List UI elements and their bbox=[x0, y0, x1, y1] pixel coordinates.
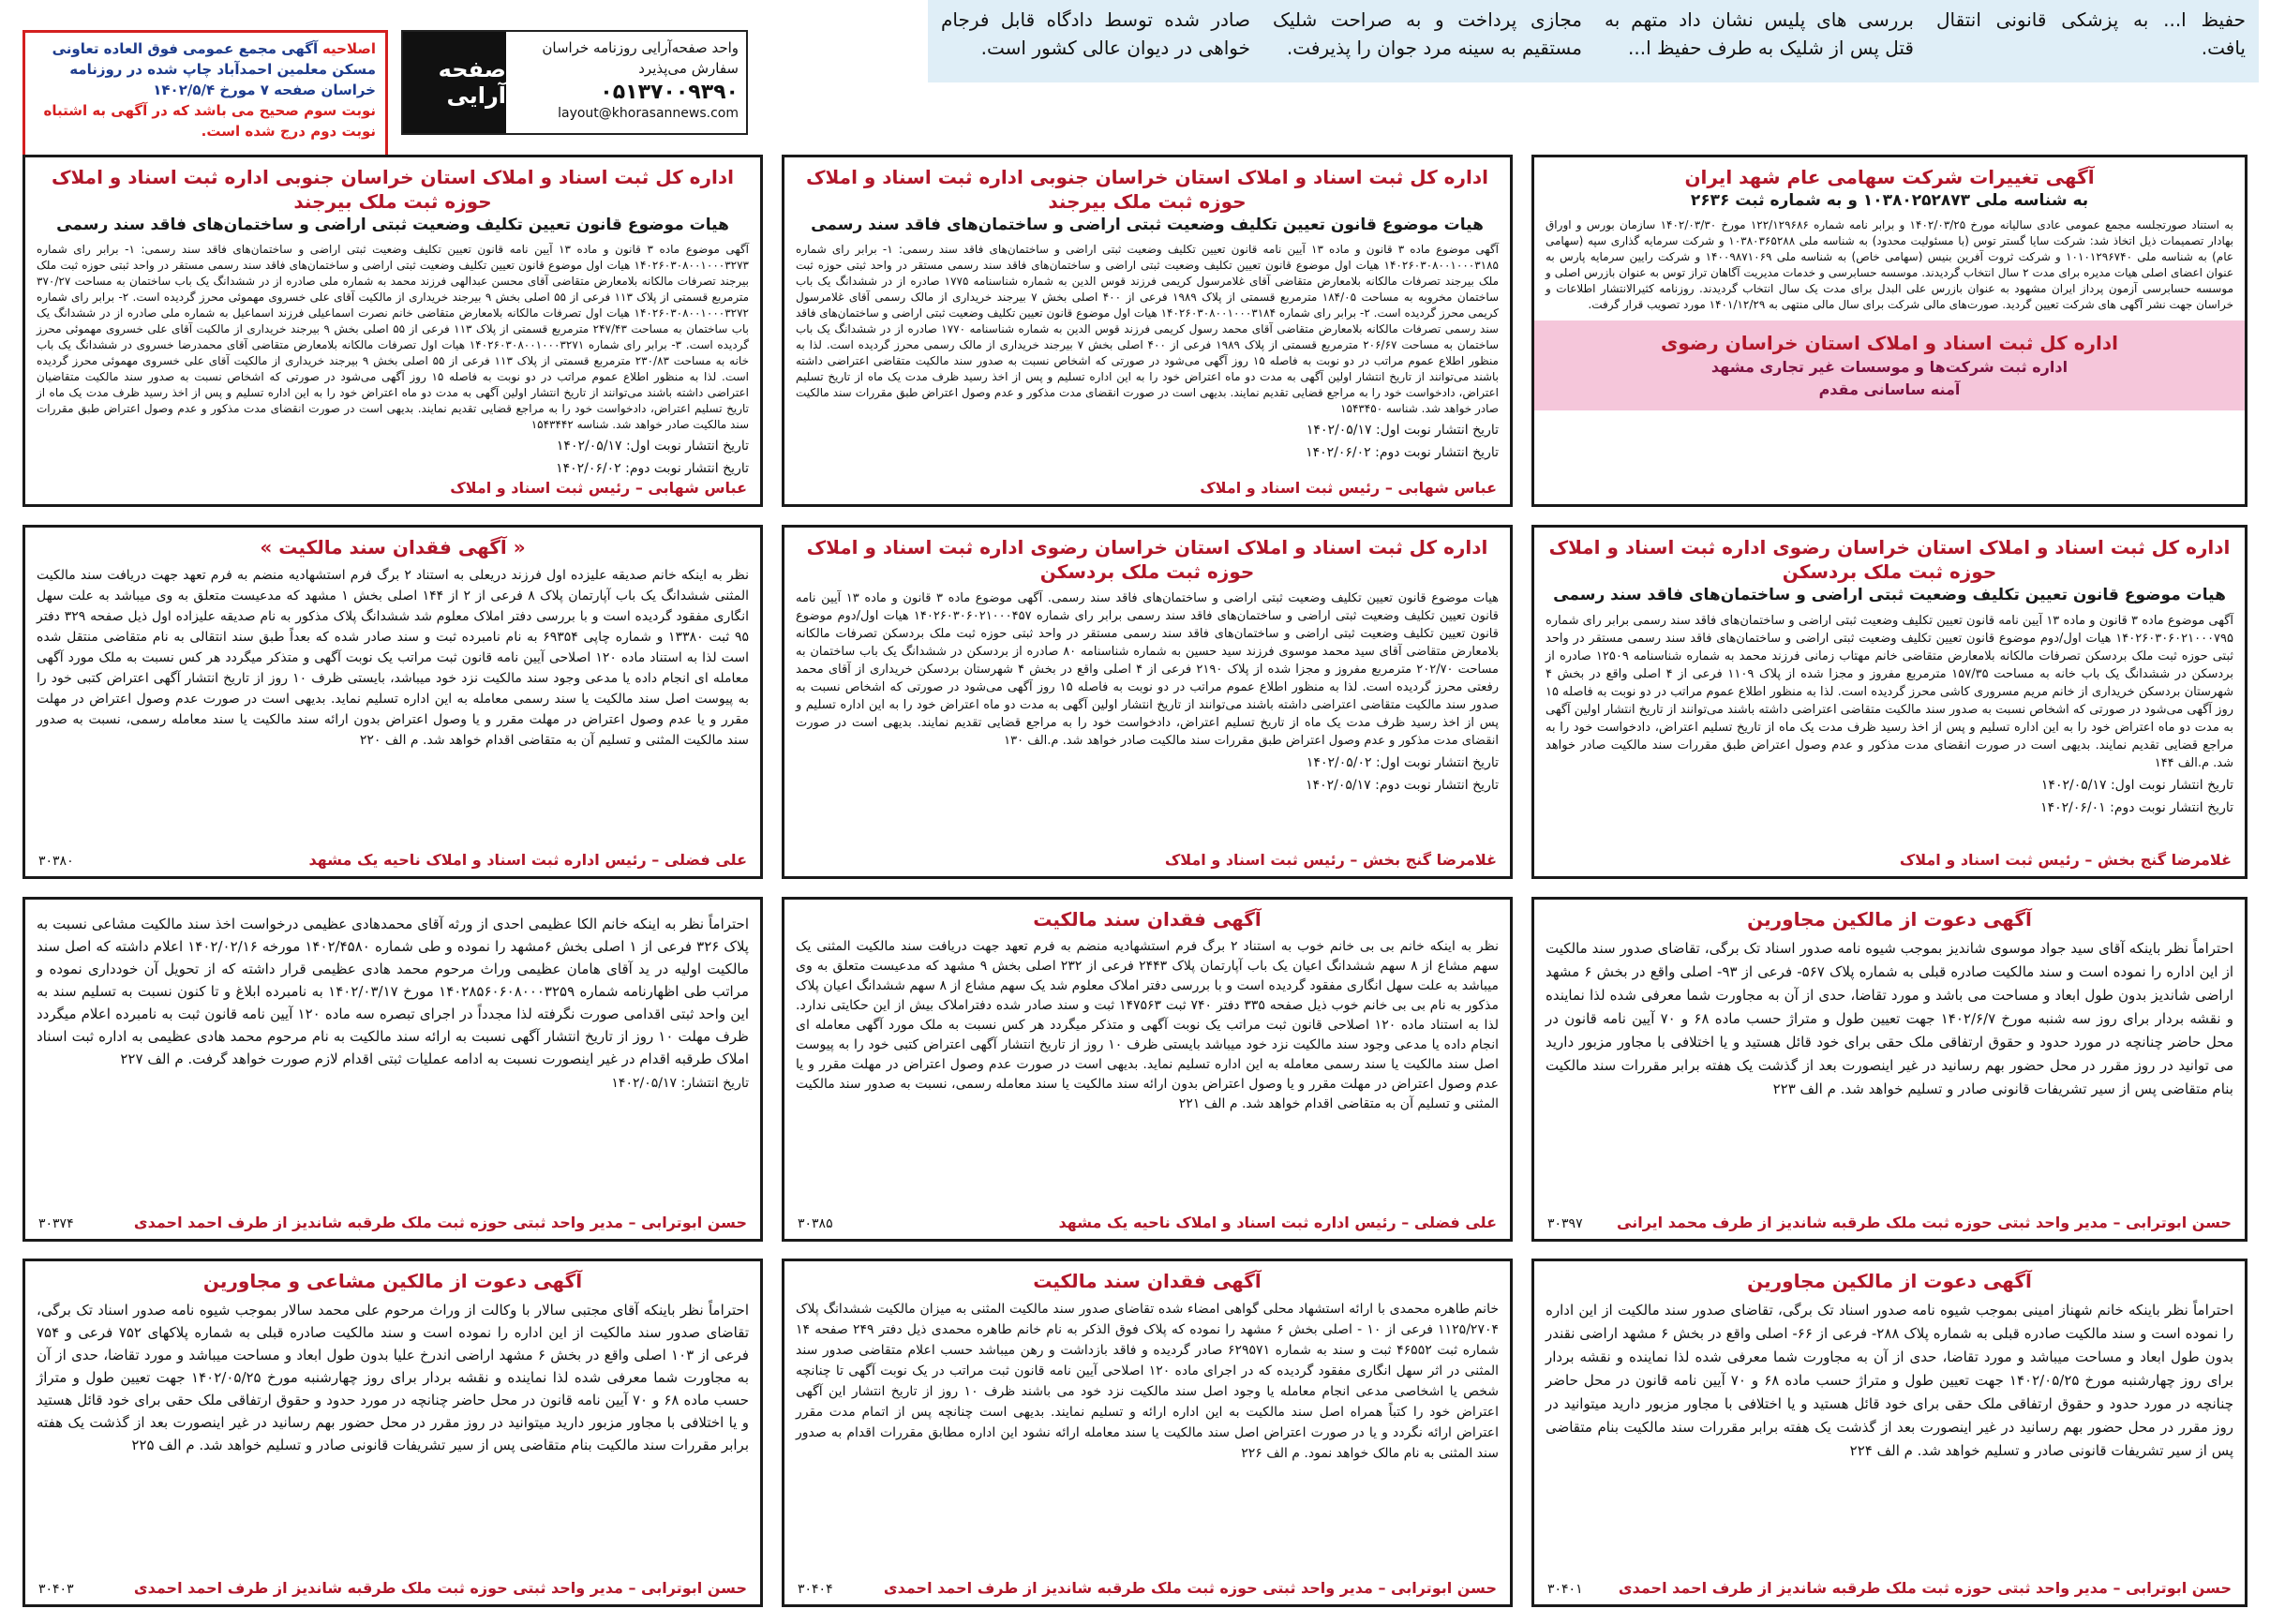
notice-signature: حسن ابوترابی – مدیر واحد ثبتی حوزه ثبت ملک طرقبه شاندیز از طرف احمد احمدی bbox=[883, 1579, 1497, 1597]
top-news-strip bbox=[928, 0, 2259, 82]
notice-subtitle: هیات موضوع قانون تعیین تکلیف وضعیت ثبتی اراضی و ساختمان‌های فاقد سند رسمی bbox=[811, 216, 1484, 234]
notice-title: اداره کل ثبت اسناد و املاک استان خراسان رضوی اداره ثبت اسناد و املاک حوزه ثبت ملک بردسکن bbox=[1548, 536, 2231, 583]
notice-body: آگهی موضوع ماده ۳ قانون و ماده ۱۳ آیین نامه قانون تعیین تکلیف وضعیت ثبتی اراضی و ساختمان‌های فاقد سند رسمی: ۱- برابر رای شماره ۱۴۰۲۶۰۳۰۸۰۰۱۰۰۰۳۲۷۳ هیات اول موضوع قانون تعیین تکلیف وضعیت ثبتی اراضی و ساختمان‌های فاقد سند رسمی مستقر در واحد ثبتی حوزه ثبت ملک بیرجند تصرفات مالکانه بلامعارض متقاضی آقای محسن عبدالهی فرزند محمد به شماره ملی صادره از در ششدانگ یک باب ساختمان به مساحت ۳۷۰/۲۷ مترمربع قسمتی از پلاک ۱۱۳ فرعی از ۵۵ اصلی بخش ۹ بیرجند خریداری از مالکیت آقای علی خسروی مهموئی محرز گردیده است. ۲- برابر رای شماره ۱۴۰۲۶۰۳۰۸۰۰۱۰۰۰۳۲۷۲ هیات اول تصرفات مالکانه بلامعارض متقاضی خانم نصرت اسماعیلی فرزند اسماعیل به شماره ملی صادره از در ششدانگ یک باب ساختمان به مساحت ۲۴۷/۴۳ مترمربع قسمتی از پلاک ۱۱۳ فرعی از ۵۵ اصلی بخش ۹ بیرجند خریداری از مالکیت آقای علی خسروی مهموئی محرز گردیده است. ۳- برابر رای شماره ۱۴۰۲۶۰۳۰۸۰۰۱۰۰۰۳۲۷۱ هیات اول تصرفات مالکانه بلامعارض متقاضی آقای محمدرضا خسروی در ششدانگ یک باب خانه به مساحت ۲۳۰/۸۳ مترمربع قسمتی از پلاک ۱۱۳ فرعی از ۵۵ اصلی بخش ۹ بیرجند خریداری از مالکیت آقای علی خسروی مهموئی محرز گردیده است. لذا به منظور اطلاع عموم مراتب در دو نوبت به فاصله ۱۵ روز آگهی می‌شود در صورتی که اشخاص نسبت به صدور سند مالکیت متقاضیان اعتراضی داشته باشند می‌توانند از تاریخ انتشار اولین آگهی به مدت دو ماه اعتراض خود را به این اداره تسلیم و پس از اخذ رسید ظرف مدت یک ماه از تاریخ تسلیم اعتراض، دادخواست خود را به مراجع قضایی تقدیم نمایند. بدیهی است در صورت انقضای مدت مذکور و عدم وصول اعتراض طبق مقررات سند مالکیت صادر خواهد شد. شناسه ۱۵۴۳۴۴۲ bbox=[37, 243, 750, 431]
notice-title: آگهی دعوت از مالکین مشاعی و مجاورین bbox=[202, 1270, 583, 1292]
layout-ad-line2: سفارش می‌پذیرد bbox=[638, 60, 739, 77]
notice-title: آگهی تغییرات شرکت سهامی عام شهد ایران bbox=[1684, 166, 2095, 188]
notice-body: آگهی موضوع ماده ۳ قانون و ماده ۱۳ آیین نامه قانون تعیین تکلیف وضعیت ثبتی اراضی و ساختمان‌های فاقد سند رسمی برابر رای شماره ۱۴۰۲۶۰۳۰۶۰۲۱۰۰۰۷۹۵ هیات اول/دوم موضوع قانون تعیین تکلیف وضعیت ثبتی اراضی و ساختمان‌های فاقد سند رسمی مستقر در واحد ثبتی حوزه ثبت ملک بردسکن تصرفات مالکانه بلامعارض متقاضی خانم مهتاب زمانی فرزند محمد به شماره شناسنامه ۱۲۵۰۹ صادره از بردسکن در ششدانگ یک باب خانه به مساحت ۱۵۷/۳۵ مترمربع مفروز و مجزا شده از پلاک ۱۱۰۹ فرعی از ۴ اصلی واقع در بخش ۴ شهرستان بردسکن خریداری از خانم مریم مسروری کاشی محرز گردیده است. لذا به منظور اطلاع عموم مراتب در دو نوبت به فاصله ۱۵ روز آگهی می‌شود در صورتی که اشخاص نسبت به صدور سند مالکیت متقاضی اعتراضی داشته باشند می‌توانند از تاریخ انتشار اولین آگهی به مدت دو ماه اعتراض خود را به این اداره تسلیم و پس از اخذ رسید ظرف مدت یک ماه از تاریخ تسلیم اعتراض، دادخواست خود را به مراجع قضایی تقدیم نمایند. بدیهی است در صورت انقضای مدت مذکور و عدم وصول اعتراض طبق مقررات سند مالکیت صادر خواهد شد. م.الف ۱۴۴ bbox=[1546, 614, 2234, 770]
notice-body: هیات موضوع قانون تعیین تکلیف وضعیت ثبتی اراضی و ساختمان‌های فاقد سند رسمی. آگهی موضوع ماده ۳ قانون و ماده ۱۳ آیین نامه قانون تعیین تکلیف وضعیت ثبتی اراضی و ساختمان‌های فاقد سند رسمی برابر رای شماره ۱۴۰۲۶۰۳۰۶۰۲۱۰۰۰۴۵۷ هیات اول/دوم موضوع قانون تعیین تکلیف وضعیت ثبتی اراضی و ساختمان‌های فاقد سند رسمی مستقر در واحد ثبتی حوزه ثبت ملک بردسکن تصرفات مالکانه بلامعارض متقاضی آقای سید محمد موسوی فرزند سید حسین به شماره شناسنامه ۸۰ صادره از بردسکن در ششدانگ یک باب ساختمان به مساحت ۲۰۲/۷۰ مترمربع مفروز و مجزا شده از پلاک ۲۱۹۰ فرعی از ۴ اصلی واقع در بخش ۴ شهرستان بردسکن خریداری از آقای محمد رفعتی محرز گردیده است. لذا به منظور اطلاع عموم مراتب در دو نوبت به فاصله ۱۵ روز آگهی می‌شود در صورتی که اشخاص نسبت به صدور سند مالکیت متقاضی اعتراضی داشته باشند می‌توانند از تاریخ انتشار اولین آگهی به مدت دو ماه اعتراض خود را به این اداره تسلیم و پس از اخذ رسید ظرف مدت یک ماه از تاریخ تسلیم اعتراض، دادخواست خود را به مراجع قضایی تقدیم نمایند. بدیهی است در صورت انقضای مدت مذکور و عدم وصول اعتراض طبق مقررات سند مالکیت صادر خواهد شد. م.الف ۱۳۰ bbox=[796, 591, 1500, 748]
notice-company-changes bbox=[1531, 155, 2248, 507]
notice-title: « آگهی فقدان سند مالکیت » bbox=[260, 536, 526, 559]
notice-code: ۳۰۴۰۱ bbox=[1547, 1582, 1583, 1597]
notice-signature: غلامرضا گنج بخش – رئیس ثبت اسناد و املاک bbox=[1899, 851, 2232, 869]
notice-birjand-1 bbox=[782, 155, 1513, 507]
notice-neighbors-1 bbox=[1531, 897, 2248, 1242]
notice-signature: حسن ابوترابی – مدیر واحد ثبتی حوزه ثبت ملک طرقبه شاندیز از طرف احمد احمدی bbox=[133, 1579, 747, 1597]
layout-ad-title: صفحه آرایی bbox=[403, 32, 506, 133]
pink-line1: اداره کل ثبت اسناد و املاک استان خراسان رضوی bbox=[1660, 332, 2119, 354]
notice-code: ۳۰۳۸۰ bbox=[38, 854, 74, 869]
layout-ad-line1: واحد صفحه‌آرایی روزنامه خراسان bbox=[542, 39, 739, 56]
layout-ad-info bbox=[506, 32, 746, 133]
notice-deed-submission bbox=[22, 897, 763, 1242]
notice-subtitle: به شناسه ملی ۱۰۳۸۰۲۵۲۸۷۳ و به شماره ثبت ۲۶۳۶ bbox=[1690, 191, 2089, 210]
notice-pink-band bbox=[1534, 320, 2245, 410]
notice-code: ۳۰۳۹۷ bbox=[1547, 1216, 1583, 1231]
notice-bardaskan-1 bbox=[1531, 525, 2248, 879]
notice-code: ۳۰۳۷۴ bbox=[38, 1216, 74, 1231]
notice-date: تاریخ انتشار نوبت دوم: ۱۴۰۲/۰۶/۰۲ bbox=[1306, 445, 1499, 460]
notice-signature: عباس شهابی – رئیس ثبت اسناد و املاک bbox=[450, 479, 747, 497]
notice-body: احتراماً نظر باینکه آقای سید جواد موسوی شاندیز بموجب شیوه نامه صدور اسناد تک برگی، تقاضای صدور سند مالکیت از این اداره را نموده است و سند مالکیت صادره قبلی به شماره پلاک ۵۶۷- فرعی از ۹۳- اصلی واقع در بخش ۶ مشهد اراضی شاندیز بدون طول ابعاد و مساحت می باشد و مورد تقاضا، حدی از آن به مجاورت شما معرفی شده لذا نماینده و نقشه بردار برای روز سه شنبه مورخ ۱۴۰۲/۶/۷ جهت تعیین طول و متراژ حسب ماده ۶۸ و ۷۰ آیین نامه قانون در محل حاضر چنانچه در مورد حدود و حقوق ارتفاقی ملک حقی برای خود قائل هستید و یا اختلافی با مجاور مزبور دارید می توانید در روز مقرر در محل حضور بهم رسانید در غیر اینصورت بعد از گذشت یک هفته برابر مقررات سند مالکیت بنام متقاضی پس از سیر تشریفات قانونی صادر و تسلیم خواهد شد. م الف ۲۲۳ bbox=[1546, 940, 2233, 1097]
pink-line3: آمنه ساسانی مقدم bbox=[1818, 380, 1961, 398]
notice-lost-deed-1 bbox=[22, 525, 763, 879]
notice-body: به استناد صورتجلسه مجمع عمومی عادی سالیانه مورخ ۱۴۰۲/۰۳/۲۵ و برابر نامه شماره ۱۲۲/۱۲۹۶۸۶ مورخ ۱۴۰۲/۰۳/۳۰ سازمان بورس و اوراق بهادار تصمیمات ذیل اتخاذ شد: شرکت سایا گستر توس (با مسئولیت محدود) به شناسه ملی ۱۰۳۸۰۳۶۵۲۸۸ و شرکت سرمایه گذاری سپه (سهامی عام) به شناسه ملی ۱۰۱۰۱۲۹۶۷۴۰ و شرکت ثروت آفرین بنیس (سهامی خاص) به شناسه ملی ۱۴۰۰۹۸۷۱۰۶۹ و شرکت رایین سرمایه پارس به عنوان اعضای اصلی هیات مدیره برای مدت ۲ سال انتخاب گردیدند. موسسه حسابرسی و خدمات مدیریت آگاهان تراز توس به عنوان بازرس اصلی و موسسه حسابرسی آزمون پرداز ایران مشهود به عنوان بازرس علی البدل برای مدت یک سال انتخاب گردیدند. روزنامه کثیرالانتشار اطلاعات و خراسان جهت نشر آگهی های شرکت تعیین گردید. صورت‌های مالی شرکت برای سال مالی منتهی به ۱۴۰۱/۱۲/۲۹ مورد تصویب قرار گرفت. bbox=[1546, 218, 2234, 311]
notice-title: اداره کل ثبت اسناد و املاک استان خراسان جنوبی اداره ثبت اسناد و املاک حوزه ثبت ملک بیرجند bbox=[52, 166, 734, 213]
notice-signature: غلامرضا گنج بخش – رئیس ثبت اسناد و املاک bbox=[1164, 851, 1497, 869]
top-strip-col: صادر شده توسط دادگاه قابل فرجام خواهی در دیوان عالی کشور است. bbox=[941, 8, 1250, 59]
notice-date: تاریخ انتشار: ۱۴۰۲/۰۵/۱۷ bbox=[611, 1076, 749, 1091]
notice-body: خانم طاهره محمدی با ارائه استشهاد محلی گواهی امضاء شده تقاضای صدور سند مالکیت المثنی به میزان مالکیت ششدانگ پلاک ۱۱۲۵/۲۷۰۴ فرعی از ۱۰ - اصلی بخش ۶ مشهد را نموده که پلاک فوق الذکر به نام خانم طاهره محمدی ذیل دفتر ۲۴۹ صفحه ۱۴ شماره ثبت ۴۶۵۵۲ ثبت و سند به شماره ۶۲۹۵۷۱ صادر گردیده و فاقد بازداشت و رهن میباشد حسب اعلام متقاضی صدور سند المثنی در اثر سهل انگاری مفقود گردیده که در اجرای ماده ۱۲۰ اصلاحی آیین نامه قانون ثبت مراتب در یک نوبت آگهی تا چنانچه شخص یا اشخاصی مدعی انجام معامله یا وجود اصل سند مالکیت نزد خود می باشند ظرف ۱۰ روز از تاریخ انتشار این آگهی اعتراض خود را کتباً همراه اصل سند مالکیت به این اداره ارائه و تسلیم نمایند. بدیهی است چنانچه پس از اتمام مدت مقرر اعتراض ارائه نگردد و یا در صورت اعتراض اصل سند مالکیت یا سند معامله ارائه نشود این اداره مطابق مقررات اقدام به صدور سند المثنی به نام مالک خواهد نمود. م الف ۲۲۶ bbox=[796, 1302, 1500, 1461]
notice-subtitle: هیات موضوع قانون تعیین تکلیف وضعیت ثبتی اراضی و ساختمان‌های فاقد سند رسمی bbox=[1553, 586, 2226, 604]
notice-body: آگهی موضوع ماده ۳ قانون و ماده ۱۳ آیین نامه قانون تعیین تکلیف وضعیت ثبتی اراضی و ساختمان‌های فاقد سند رسمی: ۱- برابر رای شماره ۱۴۰۲۶۰۳۰۸۰۰۱۰۰۰۳۱۸۵ هیات اول موضوع قانون تعیین تکلیف وضعیت ثبتی اراضی و ساختمان‌های فاقد سند رسمی مستقر در واحد ثبتی حوزه ثبت ملک بیرجند تصرفات مالکانه بلامعارض متقاضی آقای غلامرسول کریمی فرزند قوس الدین به شماره شناسنامه ۱۷۷۵ صادره از در ششدانگ یک باب ساختمان مخروبه به مساحت ۱۸۴/۰۵ مترمربع قسمتی از پلاک ۱۹۸۹ فرعی از ۴۰۰ اصلی بخش ۷ بیرجند خریداری از مالک رسمی آقای غلامرسول کریمی محرز گردیده است. ۲- برابر رای شماره ۱۴۰۲۶۰۳۰۸۰۰۱۰۰۰۳۱۸۴ هیات اول موضوع قانون تعیین تکلیف وضعیت ثبتی اراضی و ساختمان‌های فاقد سند رسمی تصرفات مالکانه بلامعارض متقاضی آقای محمد رسول کریمی فرزند قوس الدین به شماره شناسنامه ۱۷۷۰ صادره از در ششدانگ یک باب ساختمان به مساحت ۲۰۶/۶۷ مترمربع قسمتی از پلاک ۱۹۸۹ فرعی از ۴۰۰ اصلی بخش ۷ بیرجند خریداری از مالک رسمی محرز گردیده است. لذا به منظور اطلاع عموم مراتب در دو نوبت به فاصله ۱۵ روز آگهی می‌شود در صورتی که اشخاص نسبت به صدور سند مالکیت متقاضی اعتراضی داشته باشند می‌توانند از تاریخ انتشار اولین آگهی به مدت دو ماه اعتراض خود را به این اداره تسلیم و پس از اخذ رسید ظرف مدت یک ماه از تاریخ تسلیم اعتراض، دادخواست خود را به مراجع قضایی تقدیم نمایند. بدیهی است در صورت انقضای مدت مذکور و عدم وصول اعتراض طبق مقررات سند مالکیت صادر خواهد شد. شناسه ۱۵۴۳۴۵۰ bbox=[796, 243, 1500, 415]
notice-bardaskan-2 bbox=[782, 525, 1513, 879]
notice-body: احتراماً نظر باینکه آقای مجتبی سالار با وکالت از وراث مرحوم علی محمد سالار بموجب شیوه نامه صدور اسناد تک برگی، تقاضای صدور سند مالکیت از این اداره را نموده است و سند مالکیت صادره قبلی به شماره پلاکهای ۷۵۲ فرعی و ۷۵۴ فرعی از ۱۰۳ اصلی واقع در بخش ۶ مشهد اراضی اندرخ علیا بدون طول ابعاد و مساحت میباشد و مورد تقاضا، حدی از آن به مجاورت شما معرفی شده لذا نماینده و نقشه بردار برای روز چهارشنبه مورخ ۱۴۰۲/۰۵/۲۵ جهت تعیین طول و متراژ حسب ماده ۶۸ و ۷۰ آیین نامه قانون در محل حاضر چنانچه در مورد حدود و حقوق ارتفاقی ملک حقی برای خود قائل هستید و یا اختلافی با مجاور مزبور دارید میتوانید در روز مقرر در محل حضور بهم رسانید در غیر اینصورت بعد از گذشت یک هفته برابر مقررات سند مالکیت بنام متقاضی پس از سیر تشریفات قانونی صادر و تسلیم خواهد شد. م الف ۲۲۵ bbox=[37, 1302, 750, 1453]
correction-label: اصلاحیه bbox=[321, 40, 376, 57]
notice-date: تاریخ انتشار نوبت دوم: ۱۴۰۲/۰۵/۱۷ bbox=[1306, 778, 1499, 793]
correction-line2: نوبت سوم صحیح می باشد که در آگهی به اشتباه نوبت دوم درج شده است. bbox=[43, 102, 376, 140]
notice-lost-deed-3 bbox=[782, 1259, 1513, 1607]
notice-body: نظر به اینکه خانم صدیقه علیزده اول فرزند دریعلی به استناد ۲ برگ فرم استشهادیه منضم به فرم تعهد جهت دریافت سند مالکیت المثنی ششدانگ یک باب آپارتمان پلاک ۸ فرعی از ۲ از ۱۴۴ اصلی بخش ۱ مشهد که مدعیست متعلق به وی میباشد به علت سهل انگاری مفقود گردیده است و با بررسی دفتر املاک معلوم شد ششدانگ پلاک مذکور به نام صدیقه علیزاده اول ذیل صفحه ۳۲۹ دفتر ۹۵ ثبت ۱۳۳۸۰ و شماره چاپی ۶۹۳۵۴ به نام نامبرده ثبت و سند صادر شده که بعداً طبق سند انتقالی به نام متقاضی منتقل شده است لذا به استناد ماده ۱۲۰ اصلاحی آیین نامه قانون ثبت مراتب یک نوبت آگهی و متذکر میگردد هر کس نسبت به ملک مورد آگهی معامله ای انجام داده یا مدعی وجود سند مالکیت نزد خود میباشد، بایستی ظرف ۱۰ روز از تاریخ انتشار آگهی اعتراض کتبی خود را به پیوست اصل سند مالکیت یا سند رسمی معامله به این اداره تسلیم نماید. بدیهی است در صورت عدم وصول اعتراض در مهلت مقرر و یا عدم وصول اعتراض در مهلت مقرر و یا وصول اعتراض بدون ارائه سند مالکیت یا سند معامله رسمی، نسبت به صدور سند مالکیت المثنی و تسلیم آن به متقاضی اقدام خواهد شد. م الف ۲۲۰ bbox=[37, 568, 750, 748]
notice-code: ۳۰۴۰۴ bbox=[798, 1582, 833, 1597]
notice-date: تاریخ انتشار نوبت دوم: ۱۴۰۲/۰۶/۰۱ bbox=[2040, 800, 2233, 815]
notice-signature: حسن ابوترابی – مدیر واحد ثبتی حوزه ثبت ملک طرقبه شاندیز از طرف احمد احمدی bbox=[133, 1214, 747, 1231]
notice-birjand-2 bbox=[22, 155, 763, 507]
notice-lost-deed-2 bbox=[782, 897, 1513, 1242]
notice-date: تاریخ انتشار نوبت دوم: ۱۴۰۲/۰۶/۰۲ bbox=[556, 461, 749, 476]
notice-neighbors-2 bbox=[1531, 1259, 2248, 1607]
notice-title: اداره کل ثبت اسناد و املاک استان خراسان جنوبی اداره ثبت اسناد و املاک حوزه ثبت ملک بیرجند bbox=[806, 166, 1488, 213]
top-strip-col: بررسی های پلیس نشان داد متهم به قتل پس از شلیک به طرف حفیظ ا... bbox=[1605, 8, 1914, 59]
notice-code: ۳۰۴۰۳ bbox=[38, 1582, 74, 1597]
layout-service-ad bbox=[401, 30, 748, 135]
notice-title: آگهی دعوت از مالکین مجاورین bbox=[1747, 1270, 2032, 1292]
notice-title: اداره کل ثبت اسناد و املاک استان خراسان رضوی اداره ثبت اسناد و املاک حوزه ثبت ملک بردسکن bbox=[806, 536, 1488, 583]
notice-signature: عباس شهابی – رئیس ثبت اسناد و املاک bbox=[1200, 479, 1497, 497]
notice-code: ۳۰۳۸۵ bbox=[798, 1216, 833, 1231]
notice-body: احتراماً نظر به اینکه خانم الکا عظیمی احدی از ورثه آقای محمدهادی عظیمی درخواست اخذ سند مالکیت مشاعی نسبت به پلاک ۳۲۶ فرعی از ۱ اصلی بخش ۶مشهد را نموده و طی شماره ۱۴۰۲/۴۵۸۰ مورخه ۱۴۰۲/۰۲/۱۶ اعلام داشته که اصل سند مالکیت اولیه در ید آقای هامان عظیمی وراث مرحوم محمد هادی عظیمی قرار داشته که از تحویل آن خودداری نموده و مراتب طی اظهارنامه شماره ۱۴۰۲۸۵۶۰۶۰۸۰۰۰۳۲۵۹ مورخ ۱۴۰۲/۰۳/۱۷ به نامبرده ابلاغ و تا کنون نسبت به تسلیم سند به این واحد ثبتی اقدامی صورت نگرفته لذا مجدداً در اجرای تبصره سه ماده ۱۲۰ آیین نامه قانون ثبت به نامبرده اعلام میگردد ظرف مهلت ۱۰ روز از تاریخ انتشار آگهی نسبت به ارائه سند مالکیت به نام مرحوم محمد هادی عظیمی به اداره ثبت اسناد املاک طرقبه اقدام در غیر اینصورت نسبت به ادامه عملیات ثبتی اقدام لازم صورت خواهد گرفت. م الف ۲۲۷ bbox=[37, 916, 749, 1067]
notice-signature: حسن ابوترابی – مدیر واحد ثبتی حوزه ثبت ملک طرقبه شاندیز از طرف محمد ایرانی bbox=[1617, 1214, 2232, 1231]
layout-ad-email: layout@khorasannews.com bbox=[558, 106, 739, 121]
top-strip-col: حفیظ ا... به پزشکی قانونی انتقال یافت. bbox=[1936, 8, 2246, 59]
notice-subtitle: هیات موضوع قانون تعیین تکلیف وضعیت ثبتی اراضی و ساختمان‌های فاقد سند رسمی bbox=[56, 216, 729, 234]
notice-signature: علی فضلی – رئیس اداره ثبت اسناد و املاک ناحیه یک مشهد bbox=[1058, 1214, 1497, 1231]
pink-line2: اداره ثبت شرکت‌ها و موسسات غیر تجاری مشهد bbox=[1710, 358, 2068, 376]
notice-date: تاریخ انتشار نوبت اول: ۱۴۰۲/۰۵/۱۷ bbox=[1306, 423, 1499, 438]
notice-title: آگهی فقدان سند مالکیت bbox=[1033, 1270, 1262, 1292]
notice-body: نظر به اینکه خانم بی بی خانم خوب به استناد ۲ برگ فرم استشهادیه منضم به فرم تعهد جهت دریافت سند مالکیت المثنی یک سهم مشاع از ۸ سهم ششدانگ اعیان یک باب آپارتمان پلاک ۲۴۴۳ فرعی از ۲۳۲ اصلی بخش ۹ مشهد که مدعیست متعلق به وی میباشد به علت سهل انگاری مفقود گردیده است و با بررسی دفتر املاک معلوم شد یک سهم مشاع از ۸ سهم ششدانگ اعیان پلاک مذکور به نام بی بی خانم خوب ذیل صفحه ۳۳۵ دفتر ۷۴۰ ثبت ۱۴۷۵۶۳ ثبت و سند صادر شده دفتراملاک بیش از این حکایتی ندارد. لذا به استناد ماده ۱۲۰ اصلاحی قانون ثبت مراتب یک نوبت آگهی و متذکر میگردد هر کس نسبت به ملک مورد آگهی معامله ای انجام داده یا مدعی وجود سند مالکیت نزد خود میباشد بایستی ظرف ۱۰ روز از تاریخ انتشار آگهی اعتراض کتبی خود را به پیوست اصل سند مالکیت یا سند رسمی معامله به این اداره تسلیم نماید. بدیهی است در صورت عدم وصول اعتراض در مهلت مقرر و یا عدم وصول اعتراض در مهلت مقرر و یا وصول اعتراض بدون ارائه سند مالکیت یا سند معامله رسمی، نسبت به صدور سند مالکیت المثنی و تسلیم آن به متقاضی اقدام خواهد شد. م الف ۲۲۱ bbox=[796, 939, 1500, 1111]
notice-date: تاریخ انتشار نوبت اول: ۱۴۰۲/۰۵/۰۲ bbox=[1306, 755, 1499, 770]
notice-signature: علی فضلی – رئیس اداره ثبت اسناد و املاک ناحیه یک مشهد bbox=[308, 851, 747, 869]
notice-body: احتراماً نظر باینکه خانم شهناز امینی بموجب شیوه نامه صدور اسناد تک برگی، تقاضای صدور سند مالکیت از این اداره را نموده است و سند مالکیت صادره قبلی به شماره پلاک ۲۸۸- فرعی از ۶۶- اصلی واقع در بخش ۶ مشهد اراضی نقندر بدون طول ابعاد و مساحت میباشد و مورد تقاضا، حدی از آن به مجاورت شما معرفی شده لذا نماینده و نقشه بردار برای روز چهارشنبه مورخ ۱۴۰۲/۰۵/۲۵ جهت تعیین طول و متراژ حسب ماده ۶۸ و ۷۰ آیین نامه قانون در محل حاضر چنانچه در مورد حدود و حقوق ارتفاقی ملک حقی برای خود قائل هستید و یا اختلافی با مجاور مزبور دارید میتوانید در روز مقرر در محل حضور بهم رسانید در غیر اینصورت بعد از گذشت یک هفته برابر مقررات سند مالکیت بنام متقاضی پس از سیر تشریفات قانونی صادر و تسلیم خواهد شد. م الف ۲۲۴ bbox=[1546, 1302, 2234, 1459]
notice-date: تاریخ انتشار نوبت اول: ۱۴۰۲/۰۵/۱۷ bbox=[2040, 778, 2233, 793]
correction-line1: آگهی مجمع عمومی فوق العاده تعاونی مسکن معلمین احمدآباد چاپ شده در روزنامه خراسان صفحه ۷ مورخ ۱۴۰۲/۵/۴ bbox=[52, 40, 376, 98]
notice-date: تاریخ انتشار نوبت اول: ۱۴۰۲/۰۵/۱۷ bbox=[556, 439, 749, 454]
top-strip-col: مجازی پرداخت و به صراحت شلیک مستقیم به سینه مرد جوان را پذیرفت. bbox=[1273, 8, 1582, 59]
notice-neighbors-3 bbox=[22, 1259, 763, 1607]
layout-ad-phone: ۰۵۱۳۷۰۰۹۳۹۰ bbox=[600, 81, 739, 104]
notice-signature: حسن ابوترابی – مدیر واحد ثبتی حوزه ثبت ملک طرقبه شاندیز از طرف احمد احمدی bbox=[1618, 1579, 2232, 1597]
notice-title: آگهی دعوت از مالکین مجاورین bbox=[1747, 908, 2032, 931]
notice-title: آگهی فقدان سند مالکیت bbox=[1033, 908, 1262, 931]
